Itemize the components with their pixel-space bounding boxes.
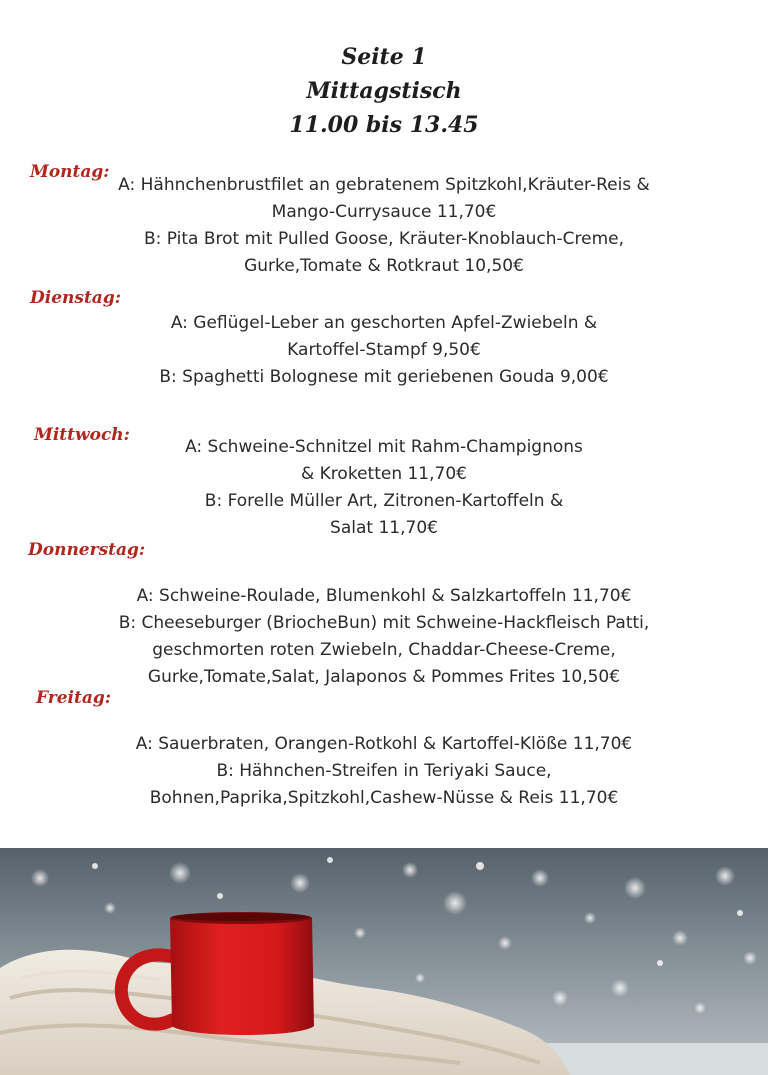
winter-mug-photo: [0, 848, 768, 1075]
menu-line: Gurke,Tomate & Rotkraut 10,50€: [244, 256, 524, 276]
menu-freitag: [0, 731, 768, 812]
menu-header: [0, 40, 768, 142]
menu-line: Bohnen,Paprika,Spitzkohl,Cashew-Nüsse & Reis 11,70€: [149, 788, 619, 808]
day-label-mittwoch: Mittwoch:: [34, 425, 130, 445]
page-title: Mittagstisch: [306, 78, 462, 104]
day-label-montag: Montag:: [30, 162, 110, 182]
menu-line: Mango-Currysauce 11,70€: [271, 202, 497, 222]
menu-line: B: Cheeseburger (BriocheBun) mit Schweine-Hackfleisch Patti,: [118, 613, 650, 633]
day-label-donnerstag: Donnerstag:: [28, 540, 146, 560]
menu-line: B: Pita Brot mit Pulled Goose, Kräuter-Knoblauch-Creme,: [143, 229, 625, 249]
menu-line: A: Schweine-Schnitzel mit Rahm-Champignons: [185, 437, 583, 457]
red-mug-illustration: [0, 848, 768, 1075]
menu-montag: [0, 172, 768, 280]
menu-line: Kartoffel-Stampf 9,50€: [287, 340, 481, 360]
menu-line: A: Hähnchenbrustfilet an gebratenem Spitzkohl,Kräuter-Reis &: [118, 175, 650, 195]
day-label-freitag: Freitag:: [36, 688, 112, 708]
menu-dienstag: [0, 310, 768, 391]
menu-mittwoch: [0, 434, 768, 542]
day-label-dienstag: Dienstag:: [30, 288, 121, 308]
page-number: Seite 1: [341, 44, 427, 70]
menu-line: B: Hähnchen-Streifen in Teriyaki Sauce,: [216, 761, 552, 781]
menu-line: Salat 11,70€: [330, 518, 438, 538]
serving-hours: 11.00 bis 13.45: [289, 112, 479, 138]
menu-line: Gurke,Tomate,Salat, Jalaponos & Pommes Frites 10,50€: [147, 667, 621, 687]
menu-line: & Kroketten 11,70€: [301, 464, 467, 484]
menu-line: geschmorten roten Zwiebeln, Chaddar-Cheese-Creme,: [152, 640, 616, 660]
menu-donnerstag: [0, 583, 768, 691]
menu-line: A: Geflügel-Leber an geschorten Apfel-Zwiebeln &: [170, 313, 598, 333]
menu-line: A: Schweine-Roulade, Blumenkohl & Salzkartoffeln 11,70€: [136, 586, 632, 606]
menu-line: B: Forelle Müller Art, Zitronen-Kartoffeln &: [204, 491, 564, 511]
menu-line: A: Sauerbraten, Orangen-Rotkohl & Kartoffel-Klöße 11,70€: [135, 734, 633, 754]
menu-line: B: Spaghetti Bolognese mit geriebenen Gouda 9,00€: [159, 367, 609, 387]
